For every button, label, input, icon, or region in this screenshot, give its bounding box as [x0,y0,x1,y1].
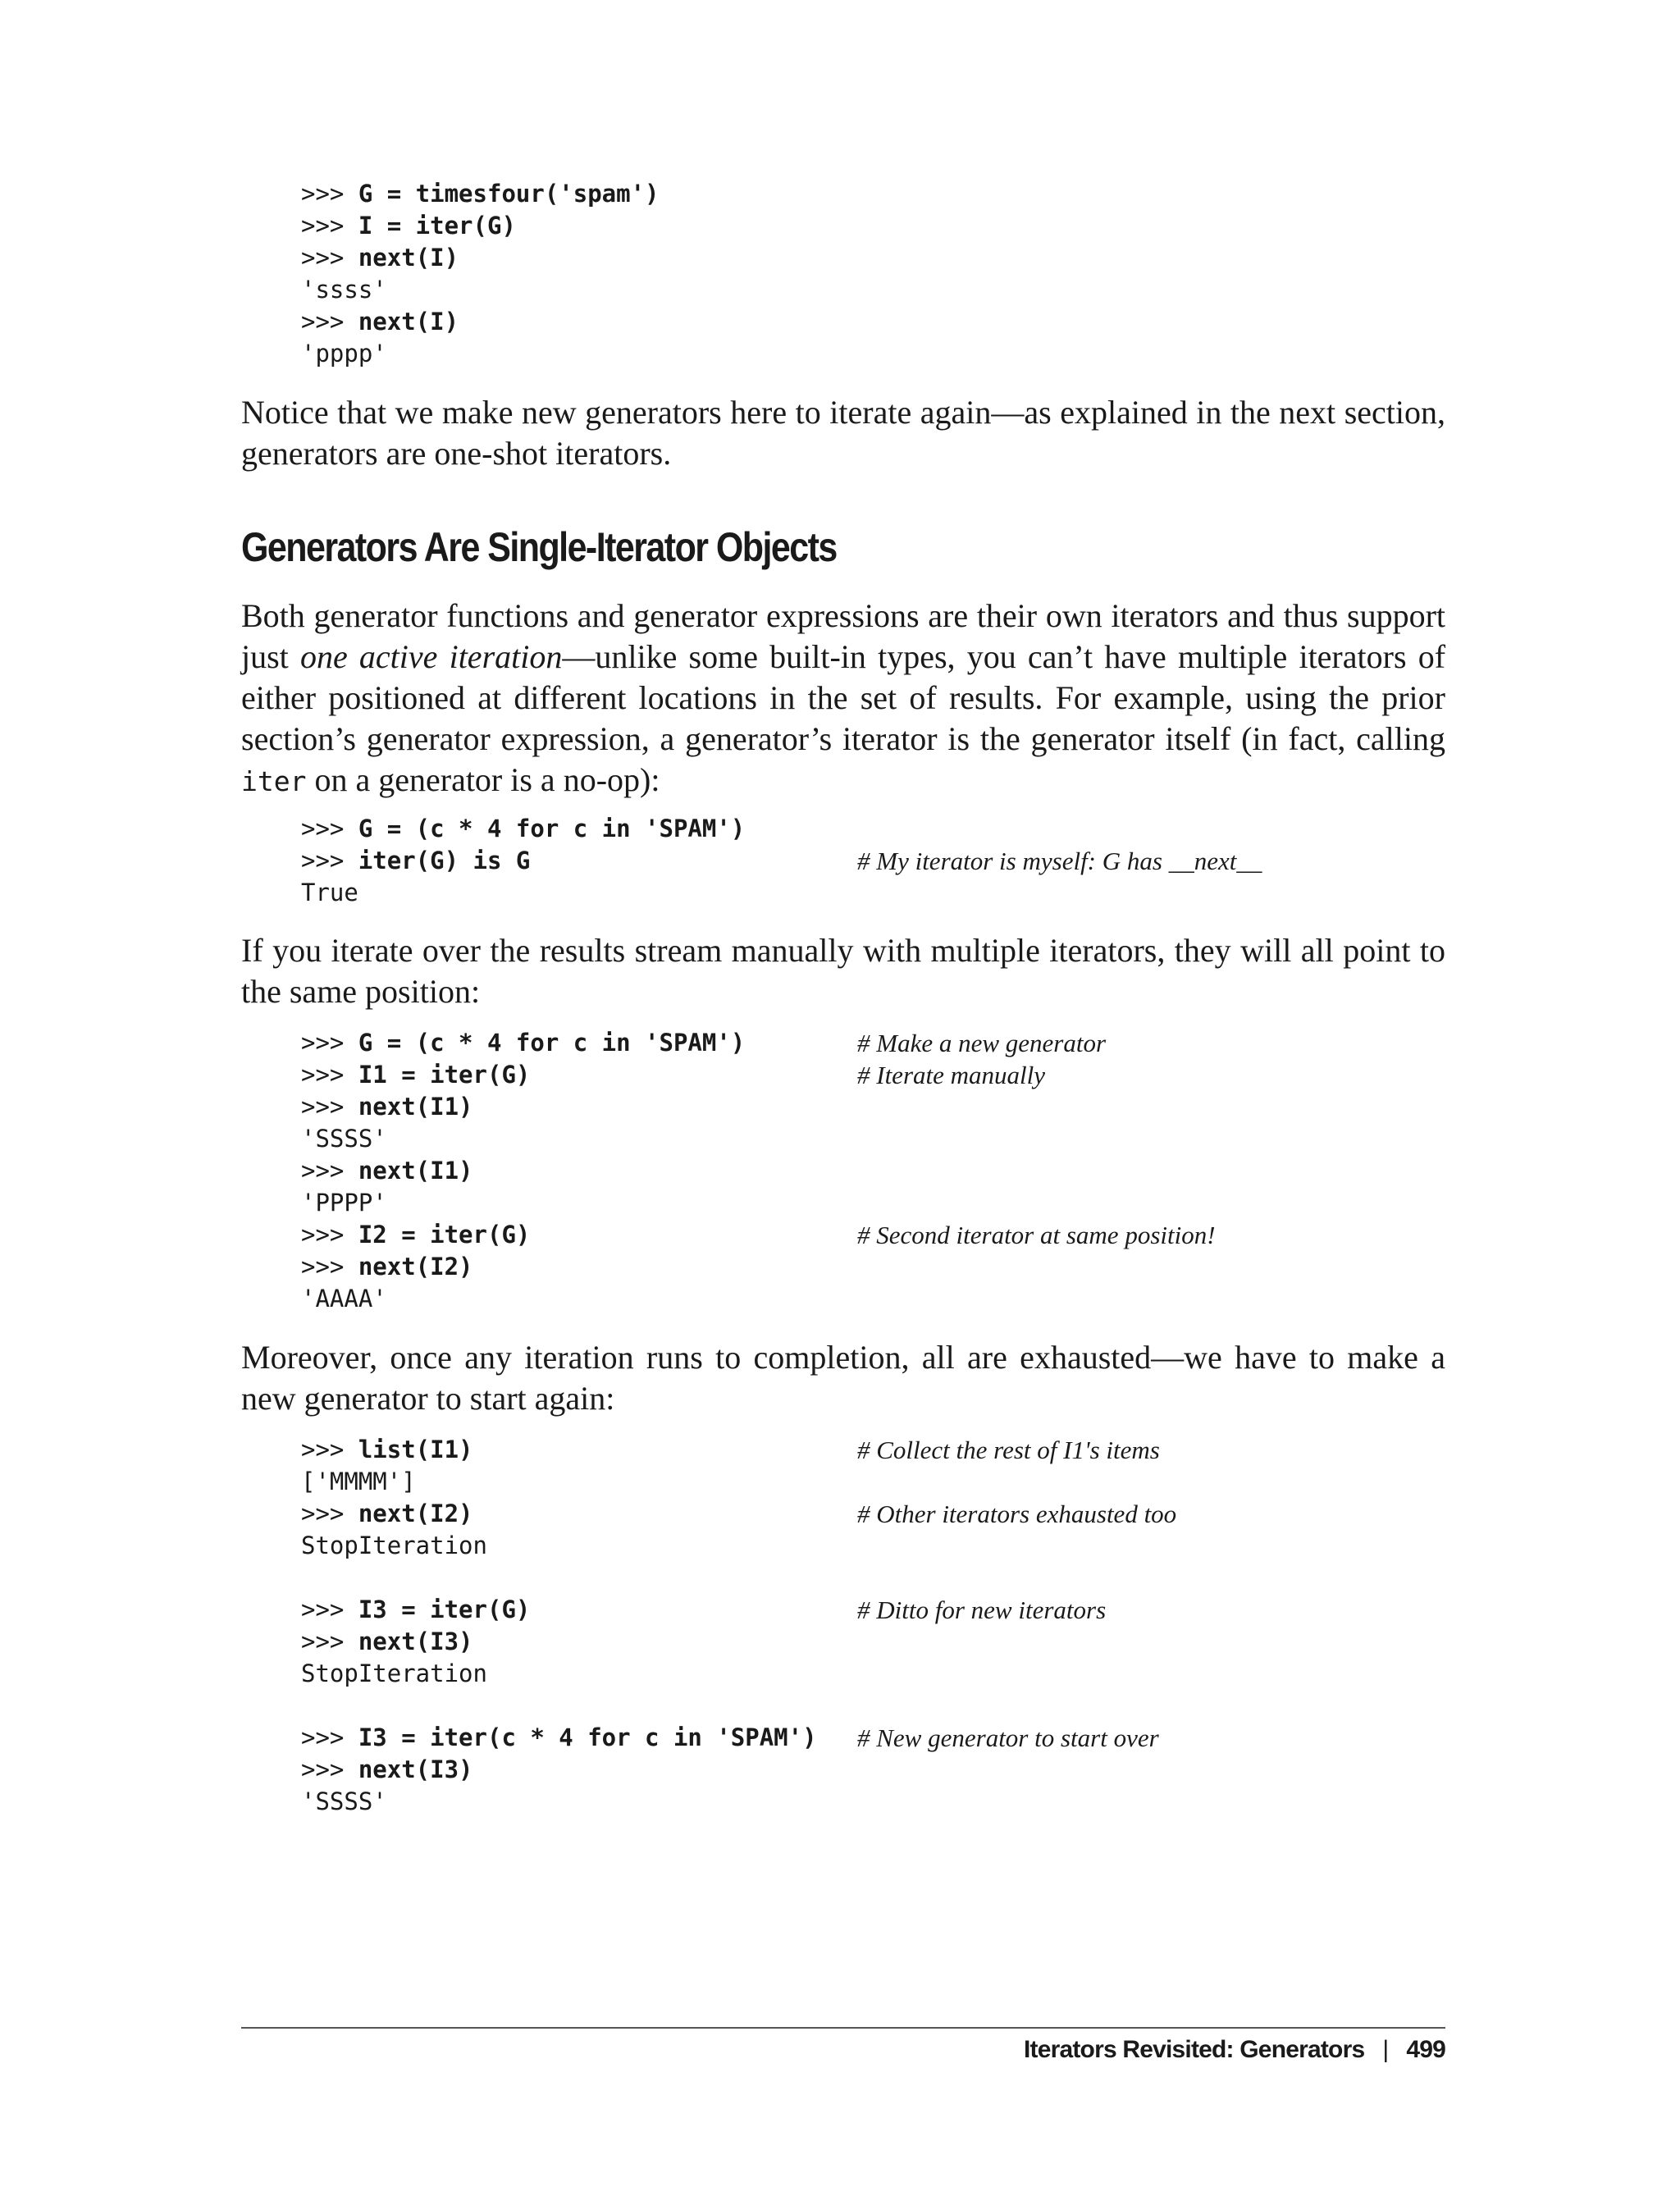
code-line [301,274,660,306]
paragraph-exhausted: Moreover, once any iteration runs to completion, all are exhausted—we have to make a new generator to start again: [241,1339,1445,1417]
code-input: next(I) [358,244,459,272]
code-comment: # Iterate manually [857,1061,1046,1089]
code-line [301,1594,1107,1626]
code-line [301,1498,1177,1530]
code-output: 'ssss' [301,276,387,304]
code-output: ['MMMM'] [301,1468,416,1495]
code-comment: # Collect the rest of I1's items [857,1436,1160,1464]
paragraph-notice: Notice that we make new generators here to iterate again—as explained in the next section, generators are one-shot iterators. [241,394,1445,472]
code-line [301,338,660,370]
code-line [301,1251,745,1283]
code-line [301,1091,745,1123]
code-line [301,1786,817,1818]
paragraph-text: —unlike some built-in types, you can’t have multiple iterators of either positioned at different locations in the set of results. For example, using the prior section’s generator expression, a generator’s iterator is the generator itself (in fact, calling [241,638,1446,757]
footer-separator: | [1382,2036,1389,2063]
paragraph-multiple-iterators: If you iterate over the results stream manually with multiple iterators, they will all point to the same position: [241,932,1445,1010]
code-output: StopIteration [301,1659,487,1687]
code-line [301,1530,817,1562]
code-output: True [301,879,358,906]
code-line [301,1219,1216,1251]
code-line [301,1027,1107,1059]
footer-section-title: Iterators Revisited: Generators [1023,2036,1365,2063]
paragraph-single-iterator [241,596,1445,802]
code-input: G = (c * 4 for c in 'SPAM') [358,1029,746,1057]
code-block-start-again [301,1434,1177,1818]
code-prompt: >>> [301,212,358,240]
code-prompt: >>> [301,1755,358,1783]
code-block-iter-is-g [301,813,1262,909]
code-prompt: >>> [301,1061,358,1089]
code-line [301,1466,817,1498]
code-comment: # My iterator is myself: G has __next__ [857,847,1262,875]
code-input: next(I1) [358,1093,473,1121]
code-line [301,1283,745,1315]
code-line [301,845,1262,877]
code-line [301,1722,1159,1754]
code-input: next(I1) [358,1157,473,1185]
code-output: 'SSSS' [301,1787,387,1815]
code-line [301,210,660,242]
code-line [301,306,660,338]
page-number: 499 [1406,2036,1445,2063]
code-line [301,1123,745,1155]
code-prompt: >>> [301,308,358,336]
code-line [301,1434,1160,1466]
code-prompt: >>> [301,1157,358,1185]
code-prompt: >>> [301,1723,358,1751]
page-footer [1024,2036,1445,2064]
code-line [301,1690,817,1722]
code-comment: # New generator to start over [857,1723,1159,1752]
code-prompt: >>> [301,1500,358,1527]
code-input: next(I3) [358,1628,473,1655]
code-prompt: >>> [301,847,358,874]
code-output: 'AAAA' [301,1285,387,1312]
code-comment: # Ditto for new iterators [857,1596,1107,1624]
code-line [301,1562,817,1594]
paragraph-text: Both generator functions and generator expressions are their own iterators and thus support just [241,597,1445,675]
code-input: I3 = iter(c * 4 for c in 'SPAM') [358,1723,817,1751]
code-input: I = iter(G) [358,212,516,240]
code-prompt: >>> [301,815,358,842]
code-input: G = (c * 4 for c in 'SPAM') [358,815,746,842]
code-input: I3 = iter(G) [358,1596,531,1623]
code-comment: # Second iterator at same position! [857,1221,1216,1249]
code-input: I1 = iter(G) [358,1061,531,1089]
code-input: G = timesfour('spam') [358,180,660,208]
code-prompt: >>> [301,1628,358,1655]
code-block-timesfour [301,178,660,370]
code-input: next(I2) [358,1500,473,1527]
code-block-manual-iteration [301,1027,1216,1315]
code-prompt: >>> [301,1596,358,1623]
code-output: 'PPPP' [301,1189,387,1217]
code-line [301,1658,817,1690]
code-prompt: >>> [301,180,358,208]
inline-code-iter: iter [241,765,307,797]
emphasis-one-active-iteration: one active iteration [299,638,563,675]
code-line [301,813,745,845]
code-prompt: >>> [301,1093,358,1121]
code-input: iter(G) is G [358,847,531,874]
code-prompt: >>> [301,1253,358,1281]
code-comment: # Make a new generator [857,1029,1107,1057]
code-line [301,1626,817,1658]
code-input: next(I3) [358,1755,473,1783]
footer-rule [241,2027,1445,2029]
code-comment: # Other iterators exhausted too [857,1500,1177,1528]
code-prompt: >>> [301,244,358,272]
code-line [301,1187,745,1219]
code-line [301,242,660,274]
code-line [301,1155,745,1187]
code-prompt: >>> [301,1221,358,1249]
code-line [301,877,745,909]
code-line [301,178,660,210]
paragraph-text: on a generator is a no-op): [306,761,660,798]
code-input: next(I) [358,308,459,336]
code-line [301,1059,1046,1091]
code-input: I2 = iter(G) [358,1221,531,1249]
section-heading: Generators Are Single-Iterator Objects [241,524,837,570]
code-input: list(I1) [358,1436,473,1463]
code-prompt: >>> [301,1436,358,1463]
code-input: next(I2) [358,1253,473,1281]
code-output: StopIteration [301,1532,487,1559]
code-prompt: >>> [301,1029,358,1057]
code-output: 'SSSS' [301,1125,387,1153]
code-output: 'pppp' [301,340,387,368]
code-line [301,1754,817,1786]
